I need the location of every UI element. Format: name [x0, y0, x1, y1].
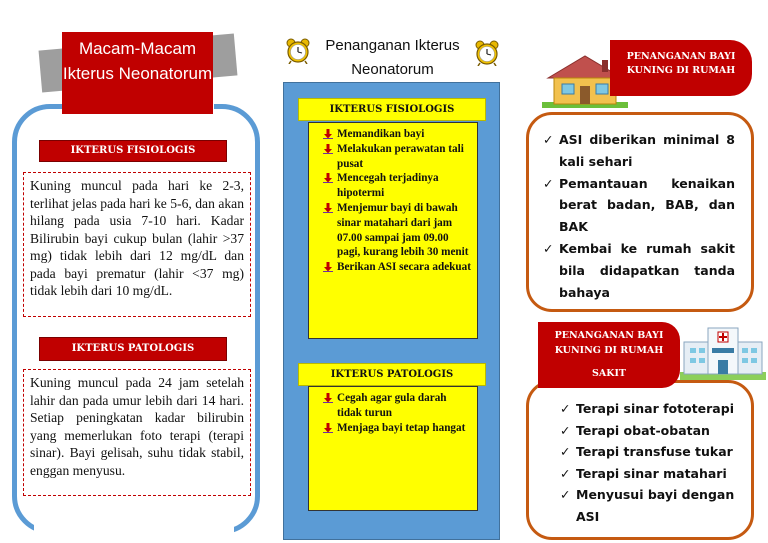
- home-treatment-banner: PENANGANAN BAYI KUNING DI RUMAH: [610, 40, 752, 96]
- list-item-text: Melakukan perawatan tali pusat: [337, 142, 464, 170]
- list-item: [323, 201, 471, 260]
- list-item: [560, 398, 744, 420]
- down-arrow-bullet-icon: [323, 129, 333, 139]
- check-mark-icon: ✓: [543, 132, 554, 147]
- middle-patologis-label: IKTERUS PATOLOGIS: [298, 363, 486, 386]
- list-item: [323, 142, 471, 172]
- list-item-text: Pemantauan kenaikan berat badan, BAB, dan BAK: [559, 175, 735, 235]
- hospital-banner-line1: PENANGANAN BAYI: [554, 330, 664, 341]
- list-item-text: Memandikan bayi: [337, 128, 425, 140]
- list-item: [543, 173, 735, 238]
- list-item-text: Menyusui bayi dengan ASI: [576, 487, 735, 524]
- check-mark-icon: ✓: [560, 487, 571, 503]
- patologis-description: Kuning muncul pada 24 jam setelah lahir dan pada umur lebih dari 14 hari. Setiap peningkatan kadar bilirubin yang memerlukan foto terapi (terapi sinar). Bayi gelisah, suhu tidak stabil, enggan menyusu.: [23, 369, 251, 496]
- hospital-treatment-list: [560, 398, 744, 528]
- middle-title-line1: Penanganan Ikterus: [325, 37, 460, 54]
- middle-fisiologis-box: [308, 122, 478, 339]
- list-item-text: ASI diberikan minimal 8 kali sehari: [559, 132, 735, 169]
- list-item: [323, 171, 471, 201]
- check-mark-icon: ✓: [560, 465, 571, 481]
- middle-fisiologis-label: IKTERUS FISIOLOGIS: [298, 98, 486, 121]
- fisiologis-treatment-list: [323, 127, 471, 275]
- hospital-banner-line2: KUNING DI RUMAH: [554, 345, 664, 356]
- check-mark-icon: ✓: [543, 240, 554, 256]
- down-arrow-bullet-icon: [323, 393, 333, 403]
- hospital-icon: [680, 322, 766, 380]
- list-item-text: Terapi sinar fototerapi: [576, 401, 734, 416]
- list-item-text: Terapi sinar matahari: [576, 465, 727, 481]
- patologis-treatment-list: [323, 391, 471, 435]
- home-treatment-list: [543, 129, 735, 303]
- list-item: [560, 463, 744, 485]
- check-mark-icon: ✓: [560, 401, 571, 416]
- list-item: [323, 391, 471, 421]
- list-item: [323, 260, 471, 275]
- frame-gap: [34, 522, 234, 538]
- list-item-text: Kembai ke rumah sakit bila didapatkan tanda bahaya: [559, 240, 735, 300]
- down-arrow-bullet-icon: [323, 262, 333, 272]
- list-item: [560, 484, 744, 527]
- list-item-text: Menjaga bayi tetap hangat: [337, 421, 466, 434]
- list-item-text: Terapi transfuse tukar: [576, 444, 733, 460]
- check-mark-icon: ✓: [560, 422, 571, 438]
- down-arrow-bullet-icon: [323, 144, 333, 154]
- list-item: [323, 421, 471, 436]
- list-item: [543, 129, 735, 173]
- left-title-text: Macam-Macam Ikterus Neonatorum: [62, 39, 213, 83]
- list-item-text: Berikan ASI secara adekuat: [337, 261, 471, 274]
- alarm-clock-icon: [474, 40, 500, 66]
- list-item-text: Cegah agar gula darah tidak turun: [337, 392, 447, 419]
- list-item: [543, 238, 735, 303]
- list-item: [560, 441, 744, 463]
- patologis-label: IKTERUS PATOLOGIS: [39, 337, 227, 361]
- down-arrow-bullet-icon: [323, 203, 333, 213]
- down-arrow-bullet-icon: [323, 423, 333, 433]
- hospital-treatment-banner: [538, 322, 680, 388]
- fisiologis-description: Kuning muncul pada hari ke 2-3, terlihat jelas pada hari ke 5-6, dan akan hilang pada usia 7-10 hari. Kadar Bilirubin bayi cukup bulan (lahir >37 mg) tidak lebih dari 12 mg/dL dan pada bayi prematur (lahir <37 mg) tidak lebih dari 10 mg/dL.: [23, 172, 251, 317]
- middle-patologis-box: [308, 386, 478, 511]
- list-item-text: Terapi obat-obatan: [576, 422, 710, 438]
- check-mark-icon: ✓: [560, 444, 571, 460]
- list-item-text: Menjemur bayi di bawah sinar matahari dari jam 07.00 sampai jam 09.00 pagi, kurang lebih 30 menit: [337, 201, 469, 259]
- fisiologis-label: IKTERUS FISIOLOGIS: [39, 140, 227, 162]
- hospital-banner-line3: SAKIT: [591, 368, 626, 379]
- left-title: [62, 32, 213, 114]
- middle-title: [305, 34, 480, 82]
- check-mark-icon: ✓: [543, 175, 554, 191]
- down-arrow-bullet-icon: [323, 173, 333, 183]
- middle-title-line2: Neonatorum: [351, 61, 434, 78]
- list-item: [560, 420, 744, 442]
- list-item-text: Mencegah terjadinya hipotermi: [337, 172, 439, 200]
- list-item: [323, 127, 471, 142]
